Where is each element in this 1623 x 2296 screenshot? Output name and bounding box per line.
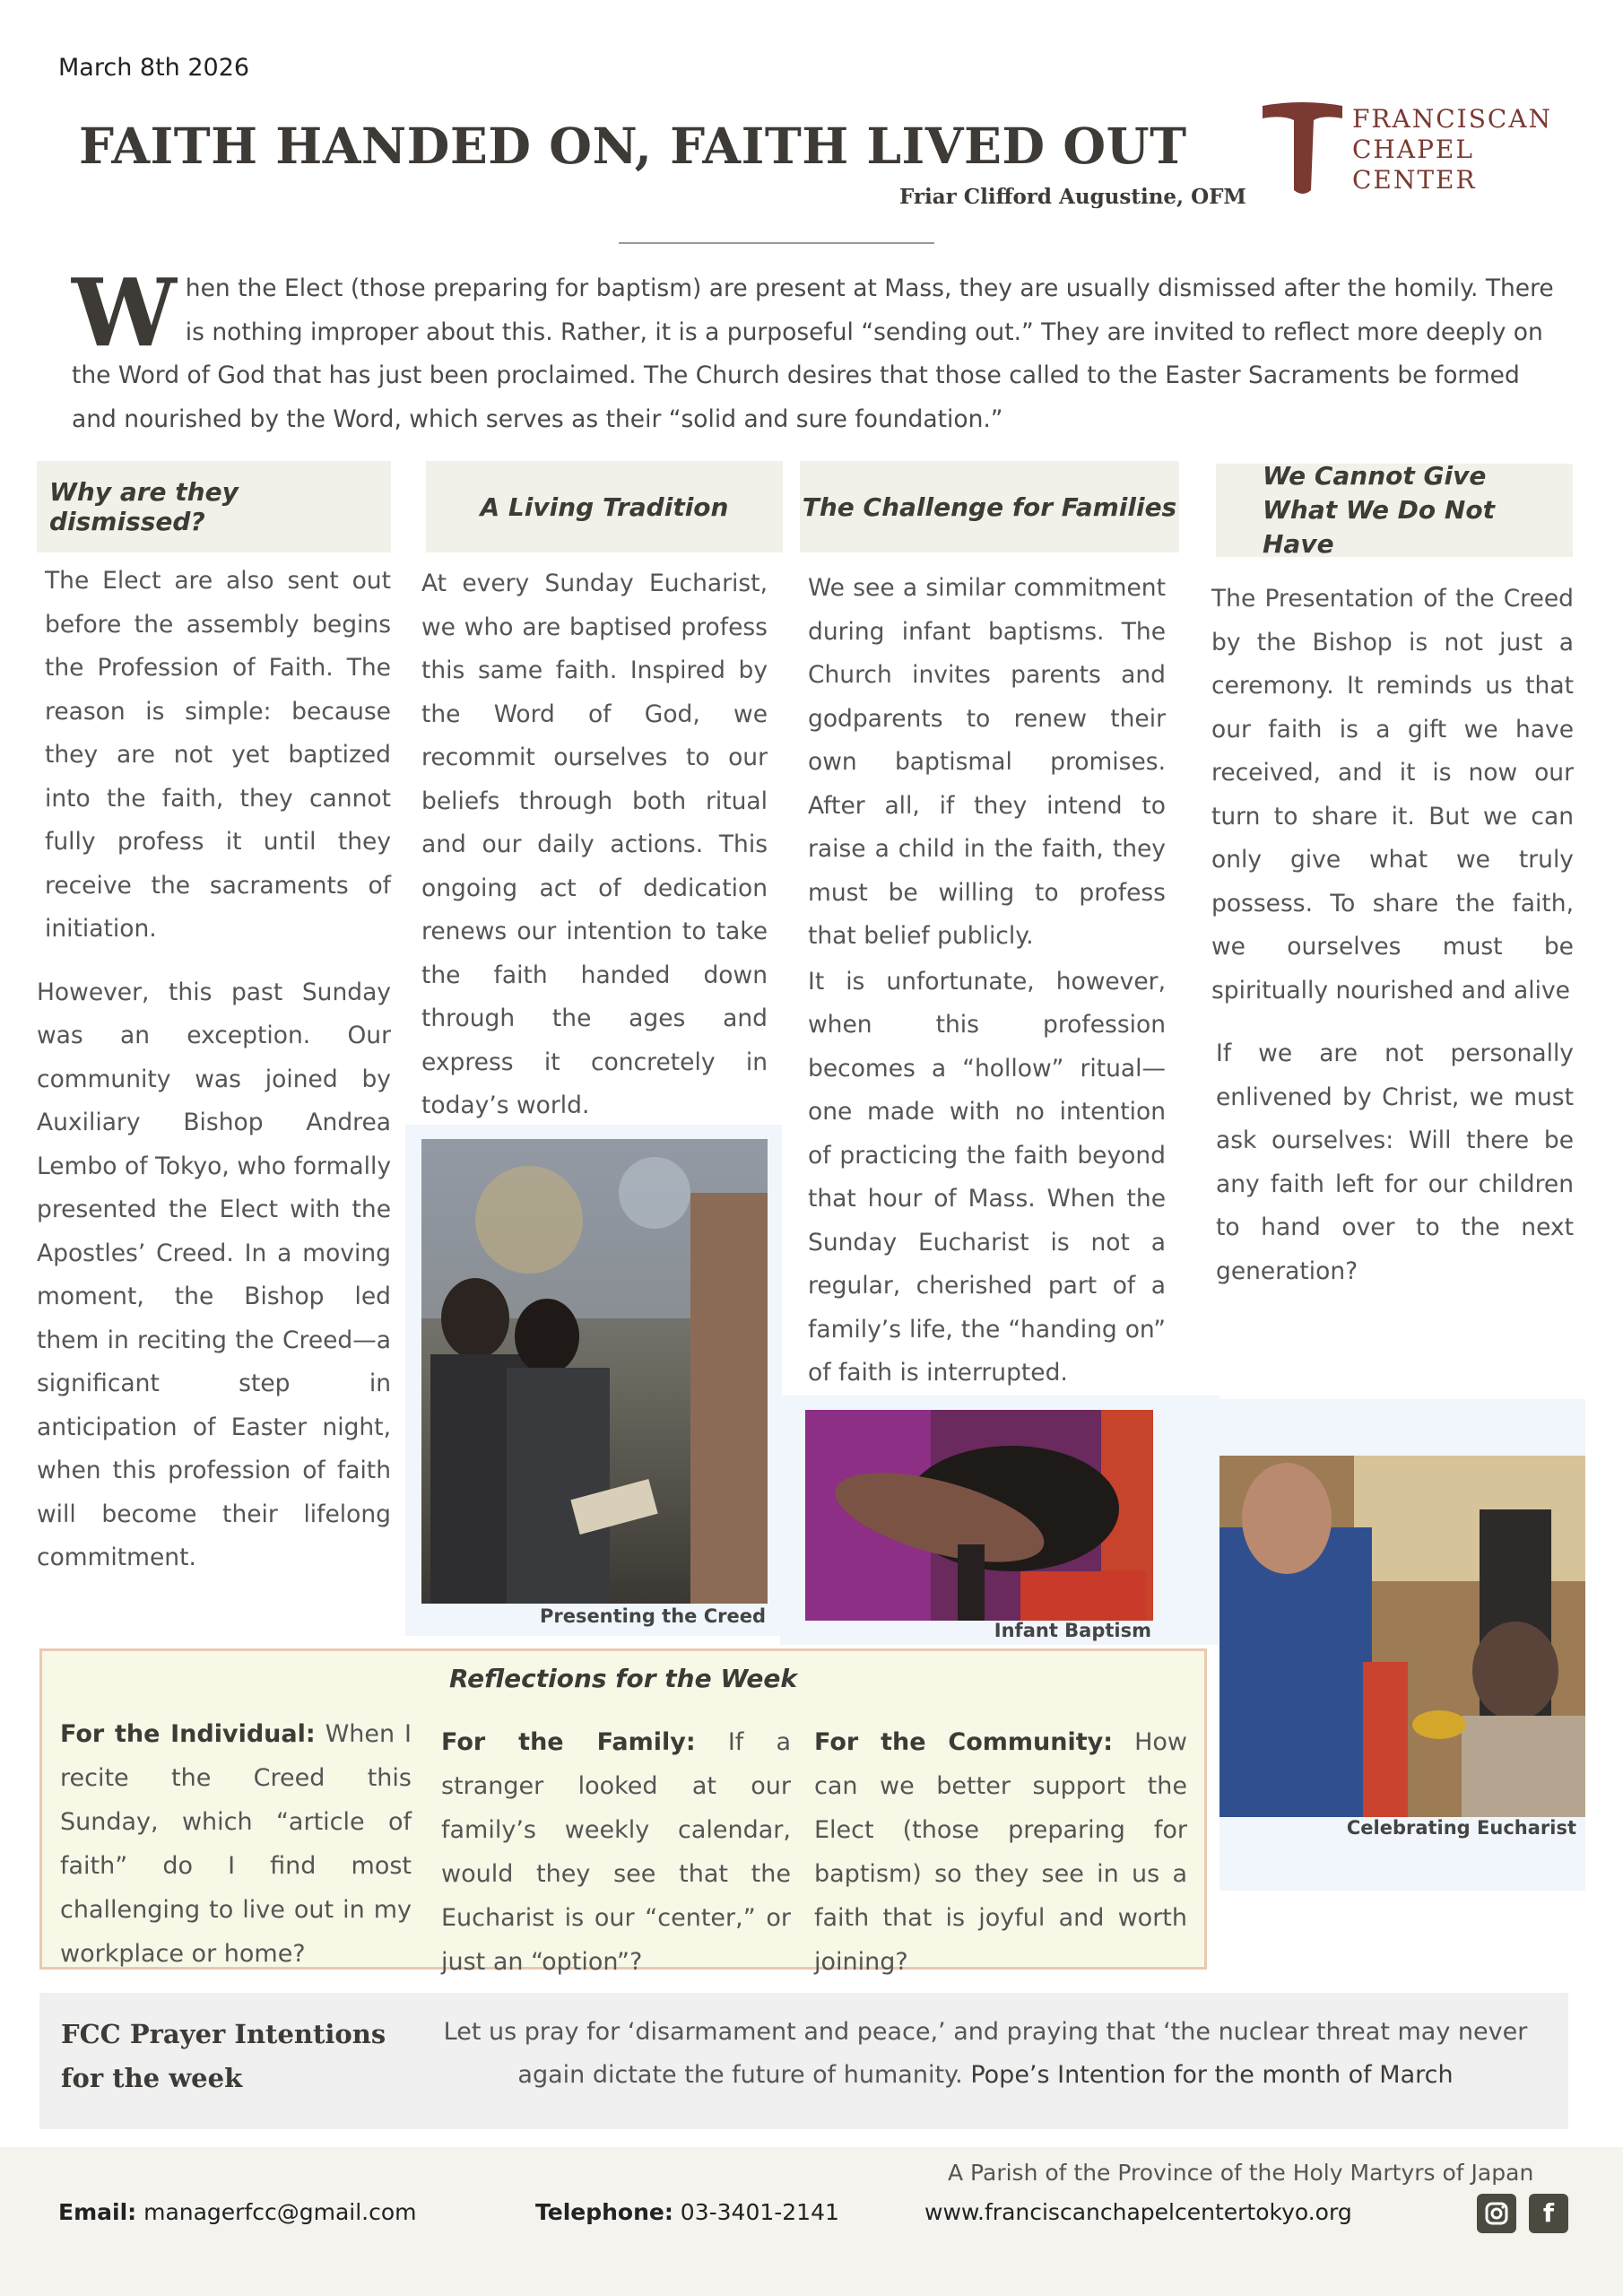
column-heading-families: The Challenge for Families <box>800 461 1179 552</box>
parish-line: A Parish of the Province of the Holy Martyrs of Japan <box>948 2160 1534 2186</box>
eucharist-photo <box>1219 1456 1585 1817</box>
column-paragraph: The Presentation of the Creed by the Bishop is not just a ceremony. It reminds us that our faith is a gift we have received, and it is now our turn to share it. But we can only give what we truly possess. To share the faith, we ourselves must be spiritually nourished and alive <box>1211 585 1574 1004</box>
title-divider <box>619 242 934 244</box>
column-tradition <box>421 562 768 1150</box>
facebook-icon[interactable]: f <box>1529 2194 1568 2233</box>
prayer-source: Pope’s Intention for the month of March <box>970 2061 1454 2089</box>
intro-paragraph <box>72 257 1565 441</box>
column-paragraph: It is unfortunate, however, when this profession becomes a “hollow” ritual—one made with no intention of practicing the faith beyond that hour of Mass. When the Sunday Eucharist is not a regular, cherished part of a family’s life, the “handing on” of faith is interrupted. <box>808 967 1166 1387</box>
column-paragraph: We see a similar commitment during infant baptisms. The Church invites parents and godparents to renew their own baptismal promises. After all, if they intend to raise a child in the faith, they must be willing to profess that belief publicly. <box>808 574 1166 950</box>
column-paragraph: If we are not personally enlivened by Christ, we must ask ourselves: Will there be any faith left for our children to hand over to the next generation? <box>1216 1039 1574 1285</box>
column-heading-dismissed: Why are they dismissed? <box>37 461 391 552</box>
reflection-community: For the Community: How can we better support the Elect (those preparing for baptism) so they see in us a faith that is joyful and worth joining? <box>814 1728 1187 1976</box>
reflections-title: Reflections for the Week <box>448 1664 798 1693</box>
column-paragraph: The Elect are also sent out before the assembly begins the Profession of Faith. The reason is simple: because they are not yet baptized into the faith, they cannot fully profess it until they receive the sacraments of initiation. <box>45 567 391 943</box>
logo-line-1: FRANCISCAN <box>1352 104 1553 134</box>
franciscan-chapel-logo <box>1260 100 1553 199</box>
logo-line-2: CHAPEL <box>1352 135 1474 164</box>
column-dismissed <box>37 560 391 1602</box>
baptism-photo <box>805 1410 1153 1621</box>
page-title: FAITH HANDED ON, FAITH LIVED OUT <box>79 117 1187 175</box>
prayer-label: FCC Prayer Intentions for the week <box>61 2019 386 2093</box>
drop-cap: W <box>72 257 177 368</box>
column-cannot-give <box>1211 578 1574 1315</box>
column-heading-cannot-give: We Cannot Give What We Do Not Have <box>1216 464 1573 557</box>
footer <box>0 2147 1623 2296</box>
email-link[interactable]: managerfcc@gmail.com <box>143 2199 417 2225</box>
reflection-family: For the Family: If a stranger looked at our family’s weekly calendar, would they see that the Eucharist is our “center,” or just an “option”? <box>441 1728 791 1976</box>
website-link[interactable]: www.franciscanchapelcentertokyo.org <box>924 2199 1352 2225</box>
baptism-photo-panel <box>780 1396 1219 1645</box>
prayer-text: Let us pray for ‘disarmament and peace,’ and praying that ‘the nuclear threat may never again dictate the future of humanity. Pope’s Intention for the month of March <box>443 2018 1528 2089</box>
creed-photo <box>421 1139 768 1604</box>
creed-photo-panel <box>405 1125 782 1636</box>
eucharist-photo-panel <box>1219 1399 1585 1891</box>
logo-line-3: CENTER <box>1352 165 1477 195</box>
creed-caption: Presenting the Creed <box>539 1605 766 1627</box>
column-heading-tradition: A Living Tradition <box>426 461 783 552</box>
intro-text: hen the Elect (those preparing for baptism) are present at Mass, they are usually dismissed after the homily. There is nothing improper about this. Rather, it is a purposeful “sending out.” They are invited to reflect more deeply on the Word of God that has just been proclaimed. The Church desires that those called to the Easter Sacraments be formed and nourished by the Word, which serves as their “solid and sure foundation.” <box>72 274 1554 433</box>
phone-contact: Telephone: 03-3401-2141 <box>535 2199 839 2225</box>
reflections-box <box>39 1648 1207 1976</box>
prayer-intentions <box>39 1993 1568 2129</box>
eucharist-caption: Celebrating Eucharist <box>1346 1817 1576 1839</box>
author-byline: Friar Clifford Augustine, OFM <box>899 185 1246 209</box>
column-families <box>808 567 1166 1417</box>
reflection-individual: For the Individual: When I recite the Creed this Sunday, which “article of faith” do I find most challenging to live out in my workplace or home? <box>60 1720 412 1968</box>
phone-number: 03-3401-2141 <box>680 2199 839 2225</box>
baptism-caption: Infant Baptism <box>994 1620 1151 1641</box>
column-paragraph: However, this past Sunday was an exception. Our community was joined by Auxiliary Bishop Andrea Lembo of Tokyo, who formally presented the Elect with the Apostles’ Creed. In a moving moment, the Bishop led them in reciting the Creed—a significant step in anticipation of Easter night, when this profession of faith will become their lifelong commitment. <box>37 978 391 1571</box>
instagram-icon[interactable] <box>1477 2194 1516 2233</box>
column-paragraph: At every Sunday Eucharist, we who are baptised profess this same faith. Inspired by the Word of God, we recommit ourselves to our beliefs through both ritual and our daily actions. This ongoing act of dedication renews our intention to take the faith handed down through the ages and express it concretely in today’s world. <box>421 570 768 1119</box>
email-contact: Email: managerfcc@gmail.com <box>58 2199 417 2225</box>
tau-cross-icon <box>1260 100 1345 197</box>
issue-date: March 8th 2026 <box>58 54 250 82</box>
